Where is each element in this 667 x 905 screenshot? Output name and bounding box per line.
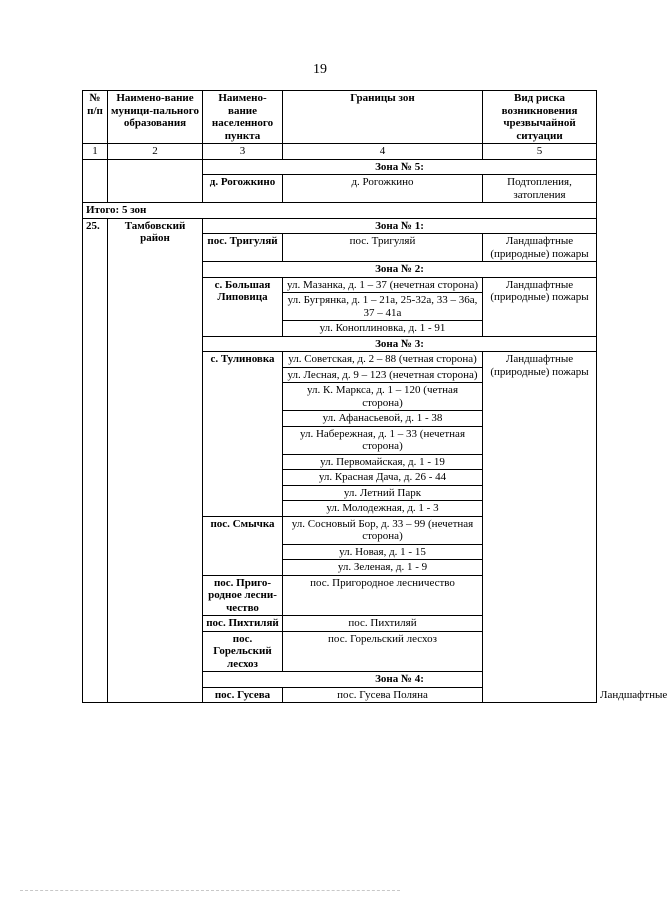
border-cell: ул. Молодежная, д. 1 - 3 bbox=[283, 501, 483, 517]
border-cell: пос. Горельский лесхоз bbox=[283, 631, 483, 672]
settlement-cell: с. Большая Липовица bbox=[203, 277, 283, 336]
col-number: 5 bbox=[483, 144, 597, 160]
border-cell: ул. Зеленая, д. 1 - 9 bbox=[283, 560, 483, 576]
column-number-row bbox=[83, 144, 597, 160]
settlement-cell: д. Рогожкино bbox=[203, 175, 283, 203]
header-borders: Границы зон bbox=[283, 91, 483, 144]
zone5-title: Зона № 5: bbox=[203, 159, 597, 175]
header-municipality: Наимено-вание муници-пального образования bbox=[108, 91, 203, 144]
border-cell: ул. Летний Парк bbox=[283, 485, 483, 501]
border-cell: ул. Бугрянка, д. 1 – 21а, 25-32а, 33 – 36а, 37 – 41а bbox=[283, 293, 483, 321]
district-name: Тамбовский район bbox=[108, 218, 203, 703]
risk-cell: Ландшафтные (природные) пожары bbox=[483, 234, 597, 262]
settlement-cell: пос. Тригуляй bbox=[203, 234, 283, 262]
risk-cell: Ландшафтные (природные) пожары bbox=[483, 277, 597, 336]
header-risk: Вид риска возникновения чрезвычайной ситуации bbox=[483, 91, 597, 144]
page-number: 19 bbox=[313, 62, 327, 77]
border-cell: ул. Коноплиновка, д. 1 - 91 bbox=[283, 321, 483, 337]
total-row bbox=[83, 203, 597, 219]
border-cell: пос. Гусева Поляна bbox=[283, 687, 483, 703]
zone4-title: Зона № 4: bbox=[203, 672, 597, 688]
border-cell: ул. Сосновый Бор, д. 33 – 99 (нечетная сторона) bbox=[283, 516, 483, 544]
header-row bbox=[83, 91, 597, 144]
border-cell: д. Рогожкино bbox=[283, 175, 483, 203]
header-settlement: Наимено-вание населенного пункта bbox=[203, 91, 283, 144]
border-cell: ул. Афанасьевой, д. 1 - 38 bbox=[283, 411, 483, 427]
settlement-cell: с. Тулиновка bbox=[203, 352, 283, 517]
border-cell: пос. Пригородное лесничество bbox=[283, 575, 483, 616]
empty-cell bbox=[108, 159, 203, 203]
border-cell: ул. Красная Дача, д. 26 - 44 bbox=[283, 470, 483, 486]
risk-cell: Подтопления, затопления bbox=[483, 175, 597, 203]
risk-cell: Ландшафтные (природные) пожары bbox=[483, 352, 597, 703]
settlement-cell: пос. Приго-родное лесни-чество bbox=[203, 575, 283, 616]
border-cell: ул. Первомайская, д. 1 - 19 bbox=[283, 454, 483, 470]
scan-edge-line bbox=[20, 890, 400, 892]
settlement-cell: пос. Горельский лесхоз bbox=[203, 631, 283, 672]
border-cell: пос. Тригуляй bbox=[283, 234, 483, 262]
zone2-title: Зона № 2: bbox=[203, 262, 597, 278]
zone5-title-row bbox=[83, 159, 597, 175]
settlement-cell: пос. Смычка bbox=[203, 516, 283, 575]
border-cell: пос. Пихтиляй bbox=[283, 616, 483, 632]
zone3-title: Зона № 3: bbox=[203, 336, 597, 352]
empty-cell bbox=[83, 159, 108, 203]
col-number: 2 bbox=[108, 144, 203, 160]
col-number: 3 bbox=[203, 144, 283, 160]
border-cell: ул. Советская, д. 2 – 88 (четная сторона) bbox=[283, 352, 483, 368]
col-number: 1 bbox=[83, 144, 108, 160]
total-cell: Итого: 5 зон bbox=[83, 203, 597, 219]
border-cell: ул. Мазанка, д. 1 – 37 (нечетная сторона) bbox=[283, 277, 483, 293]
col-number: 4 bbox=[283, 144, 483, 160]
border-cell: ул. Лесная, д. 9 – 123 (нечетная сторона) bbox=[283, 367, 483, 383]
settlement-cell: пос. Пихтиляй bbox=[203, 616, 283, 632]
zones-table bbox=[82, 90, 667, 703]
settlement-cell: пос. Гусева bbox=[203, 687, 283, 703]
zone4-row: пос. Гусева пос. Гусева Поляна Ландшафтные bbox=[83, 687, 597, 703]
zone1-title-row bbox=[83, 218, 597, 234]
border-cell: ул. Новая, д. 1 - 15 bbox=[283, 544, 483, 560]
border-cell: ул. К. Маркса, д. 1 – 120 (четная сторона) bbox=[283, 383, 483, 411]
zone1-title: Зона № 1: bbox=[203, 218, 597, 234]
header-num: № п/п bbox=[83, 91, 108, 144]
border-cell: ул. Набережная, д. 1 – 33 (нечетная сторона) bbox=[283, 426, 483, 454]
district-number: 25. bbox=[83, 218, 108, 703]
